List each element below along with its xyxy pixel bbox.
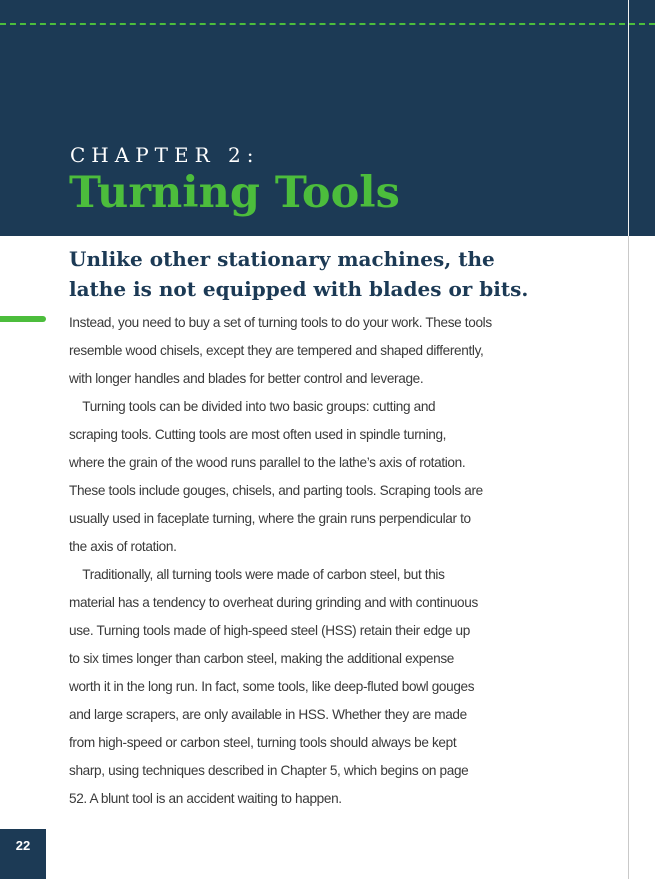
body-line: from high-speed or carbon steel, turning tools should always be kept (69, 735, 457, 750)
body-line: material has a tendency to overheat during grinding and with continuous (69, 595, 478, 610)
body-line: with longer handles and blades for better control and leverage. (69, 371, 424, 386)
green-marker-tab (0, 316, 46, 322)
intro-line: lathe is not equipped with blades or bits. (69, 277, 529, 301)
body-line: resemble wood chisels, except they are tempered and shaped differently, (69, 343, 484, 358)
dashed-guide-line (0, 23, 655, 25)
body-line: These tools include gouges, chisels, and parting tools. Scraping tools are (69, 483, 483, 498)
body-line: worth it in the long run. In fact, some tools, like deep-fluted bowl gouges (69, 679, 475, 694)
body-line: Traditionally, all turning tools were made of carbon steel, but this (69, 567, 445, 582)
page-edge-rule-header (628, 0, 629, 236)
body-line: to six times longer than carbon steel, making the additional expense (69, 651, 455, 666)
body-line: Instead, you need to buy a set of turning tools to do your work. These tools (69, 315, 492, 330)
body-line: where the grain of the wood runs parallel to the lathe’s axis of rotation. (69, 455, 466, 470)
body-text (69, 309, 544, 813)
body-line: and large scrapers, are only available in HSS. Whether they are made (69, 707, 467, 722)
chapter-title: Turning Tools (69, 168, 400, 218)
body-line: use. Turning tools made of high-speed steel (HSS) retain their edge up (69, 623, 470, 638)
chapter-label: CHAPTER 2: (70, 143, 260, 167)
intro-line: Unlike other stationary machines, the (69, 247, 495, 271)
intro-heading (69, 244, 539, 304)
body-line: sharp, using techniques described in Chapter 5, which begins on page (69, 763, 469, 778)
page-number: 22 (0, 829, 46, 879)
body-line: usually used in faceplate turning, where the grain runs perpendicular to (69, 511, 471, 526)
body-line: 52. A blunt tool is an accident waiting to happen. (69, 791, 342, 806)
body-line: scraping tools. Cutting tools are most often used in spindle turning, (69, 427, 447, 442)
body-line: the axis of rotation. (69, 539, 177, 554)
body-line: Turning tools can be divided into two basic groups: cutting and (69, 399, 436, 414)
